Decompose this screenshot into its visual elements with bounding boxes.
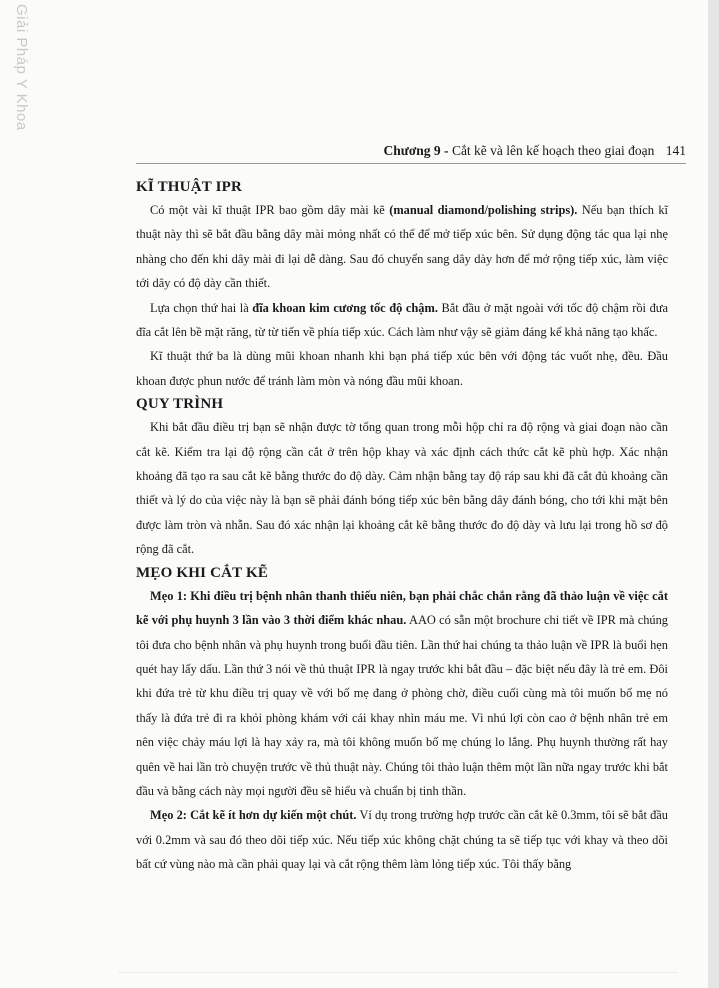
paragraph: Khi bắt đầu điều trị bạn sẽ nhận được tờ tổng quan trong mỗi hộp chỉ ra độ rộng và giai đoạn nào cần cắt kẽ. Kiểm tra lại độ rộng cần cắt ở trên hộp khay và xác định cách thức cắt kẽ phù hợp. Xác nhận khoảng đã tạo ra sau cắt kẽ bằng thước đo độ dày. Cảm nhận bằng tay độ ráp sau khi đã cắt đủ khoảng cần thiết và lý do của việc này là bạn sẽ phải đánh bóng tiếp xúc bên bằng dây đánh bóng, cho tới khi mặt bên được làm tròn và nhẵn. Sau đó xác nhận lại khoảng cắt kẽ bằng thước đo độ dày và lưu lại trong hồ sơ độ rộng đã cắt.	[136, 420, 668, 557]
paragraph	[136, 584, 668, 804]
section-heading-ipr: KĨ THUẬT IPR	[136, 179, 243, 195]
text-run: Ví dụ trong trường hợp trước cần cắt kẽ 0.3mm, tôi sẽ bắt đầu với 0.2mm và sau đó theo dõi tiếp xúc. Nếu tiếp xúc không chặt chúng ta sẽ tiếp tục với khay và theo dõi bất cứ vùng nào mà cần phải quay lại và cắt rộng thêm làm lỏng tiếp xúc. Tôi thấy bằng	[136, 808, 668, 872]
page-bottom-edge	[118, 972, 678, 973]
section-heading-tips: MẸO KHI CẮT KẼ	[136, 564, 269, 581]
text-run: Lựa chọn thứ hai là	[150, 300, 253, 315]
chapter-title: Cắt kẽ và lên kế hoạch theo giai đoạn	[451, 143, 655, 158]
page-number: 141	[665, 143, 686, 158]
header-rule	[136, 163, 686, 164]
running-header	[136, 141, 686, 161]
text-run: Có một vài kĩ thuật IPR bao gồm dây mài kẽ	[150, 203, 390, 217]
tip-title: Mẹo 1: Khi điều trị bệnh nhân thanh thiếu niên, bạn phải chắc chắn rằng đã thảo luận về việc cắt kẽ với phụ huynh 3 lần vào 3 thời điểm khác nhau.	[136, 588, 668, 628]
tip-title: Mẹo 2: Cắt kẽ ít hơn dự kiến một chút.	[150, 808, 357, 823]
page-content	[136, 176, 668, 877]
text-run: Bắt đầu ở mặt ngoài với tốc độ chậm rồi đưa đĩa cắt lên bề mặt răng, từ từ tiến về phía tiếp xúc. Cách làm như vậy sẽ giảm đáng kể khả năng tạo khấc.	[136, 300, 668, 340]
watermark: Giải Pháp Y Khoa	[13, 4, 30, 131]
text-run: Nếu bạn thích kĩ thuật này thì sẽ bắt đầu bằng dây mài mỏng nhất có thể để mở tiếp xúc bên. Sử dụng động tác qua lại nhẹ nhàng cho đến khi dây mài đi lại dễ dàng. Sau đó chuyển sang dây dày hơn để mở rộng tiếp xúc, làm việc tới dây có độ dày cần thiết.	[136, 203, 668, 291]
paragraph	[136, 296, 668, 345]
paragraph: Kĩ thuật thứ ba là dùng mũi khoan nhanh khi bạn phá tiếp xúc bên với động tác vuốt nhẹ, đều. Đầu khoan được phun nước để tránh làm mòn và nóng đầu mũi khoan.	[136, 349, 668, 388]
text-run: AAO có sẵn một brochure chi tiết về IPR mà chúng tôi đưa cho bệnh nhân và phụ huynh trong buổi đầu tiên. Lần thứ hai chúng ta thảo luận về IPR là buổi hẹn quét hay lấy dấu. Lần thứ 3 nói về thủ thuật IPR là ngay trước khi bắt đầu – đặc biệt nếu đây là trẻ em. Đôi khi đứa trẻ từ khu điều trị quay về với bố mẹ đang ở phòng chờ, điều cuối cùng mà tôi muốn bố mẹ nó thấy là đứa trẻ đi ra khỏi phòng khám với cái khay nhìn máu me. Vì nhú lợi còn cao ở bệnh nhân trẻ em nên việc chảy máu lợi là hay xảy ra, mà tôi không muốn bố mẹ chúng lo lắng. Phụ huynh thường rất hay quên về hai lần trò chuyện trước về thủ thuật này. Chúng tôi thảo luận thêm một lần nữa ngay trước khi bắt đầu và bằng cách này mọi người đều sẽ hiểu và chuẩn bị tinh thần.	[136, 613, 668, 798]
paragraph	[136, 803, 668, 876]
section-heading-procedure: QUY TRÌNH	[136, 396, 224, 413]
chapter-label: Chương 9 -	[383, 143, 449, 158]
bold-term: (manual diamond/polishing strips).	[389, 203, 578, 217]
paragraph	[136, 198, 668, 296]
bold-term: đĩa khoan kim cương tốc độ chậm.	[252, 300, 438, 315]
